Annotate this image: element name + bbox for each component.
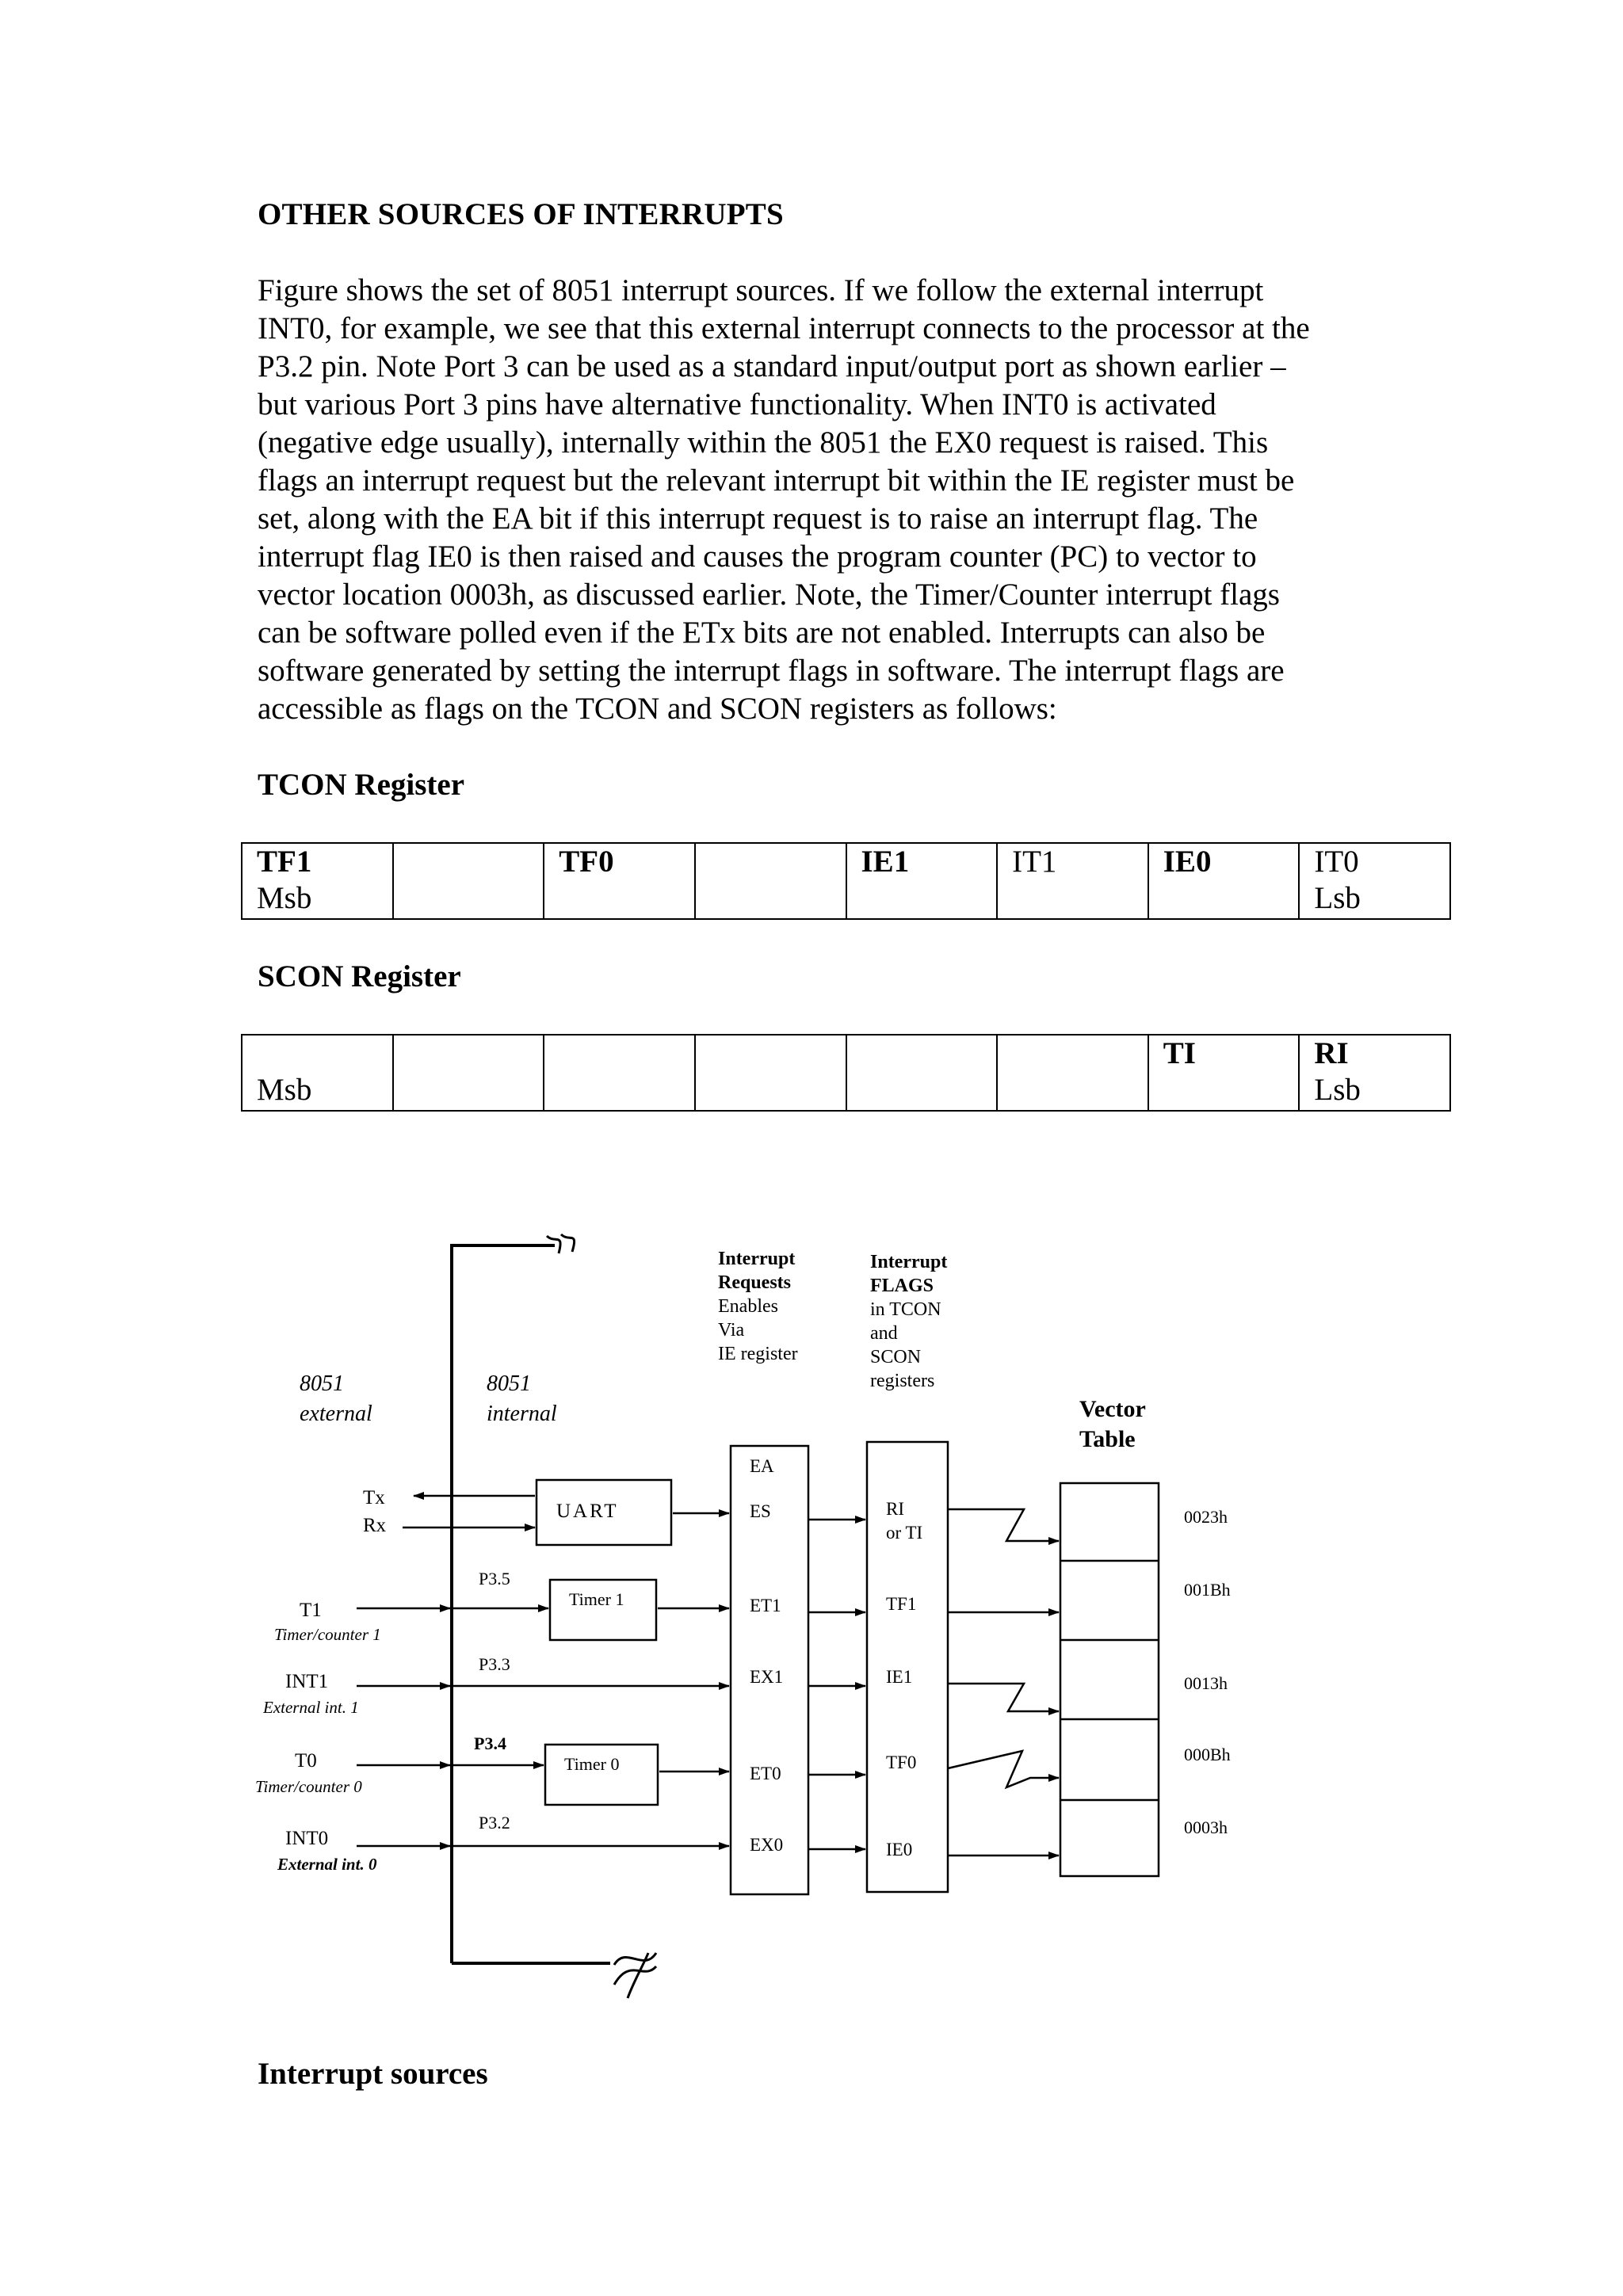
vector-header-1: Vector bbox=[1079, 1396, 1146, 1422]
paragraph-line: set, along with the EA bit if this interrupt request is to raise an interrupt flag. The bbox=[258, 502, 1258, 536]
paragraph-line: but various Port 3 pins have alternative functionality. When INT0 is activated bbox=[258, 387, 1216, 421]
tcon-bit-name: IT1 bbox=[1012, 845, 1057, 879]
enable-ex1: EX1 bbox=[750, 1667, 784, 1687]
flag-ie1: IE1 bbox=[886, 1667, 913, 1687]
paragraph-line: Figure shows the set of 8051 interrupt sources. If we follow the external interrupt bbox=[258, 273, 1264, 307]
vector-0013h: 0013h bbox=[1184, 1673, 1228, 1693]
pin-rx: Rx bbox=[363, 1515, 387, 1536]
requests-header-3: Enables bbox=[718, 1296, 778, 1317]
vector-0023h: 0023h bbox=[1184, 1507, 1228, 1527]
port-p32: P3.2 bbox=[479, 1813, 510, 1833]
flags-header-6: registers bbox=[870, 1371, 935, 1391]
port-p33: P3.3 bbox=[479, 1654, 510, 1674]
timer0-block: Timer 0 bbox=[564, 1754, 620, 1774]
figure-caption: Interrupt sources bbox=[258, 2057, 488, 2091]
uart-block: UART bbox=[556, 1501, 619, 1522]
flag-to-vector-lines bbox=[948, 1509, 1059, 1855]
pin-t1-sub: Timer/counter 1 bbox=[274, 1625, 381, 1644]
port-p34: P3.4 bbox=[474, 1733, 506, 1753]
paragraph-line: can be software polled even if the ETx bits are not enabled. Interrupts can also be bbox=[258, 616, 1266, 650]
port-p35: P3.5 bbox=[479, 1569, 510, 1589]
vector-000bh: 000Bh bbox=[1184, 1745, 1231, 1764]
paragraph-line: interrupt flag IE0 is then raised and causes the program counter (PC) to vector to bbox=[258, 540, 1257, 574]
scon-bit-name: RI bbox=[1314, 1036, 1349, 1070]
flags-header-4: and bbox=[870, 1323, 898, 1344]
tcon-bit-position: Lsb bbox=[1314, 881, 1361, 915]
paragraph-line: INT0, for example, we see that this external interrupt connects to the processor at the bbox=[258, 311, 1310, 345]
requests-header-4: Via bbox=[718, 1320, 745, 1341]
flag-tf1: TF1 bbox=[886, 1594, 917, 1614]
paragraph-line: vector location 0003h, as discussed earlier. Note, the Timer/Counter interrupt flags bbox=[258, 578, 1280, 612]
scon-heading: SCON Register bbox=[258, 959, 461, 994]
enable-es: ES bbox=[750, 1501, 771, 1521]
flags-header-5: SCON bbox=[870, 1347, 922, 1367]
paragraph-line: P3.2 pin. Note Port 3 can be used as a standard input/output port as shown earlier – bbox=[258, 349, 1286, 383]
vector-header-2: Table bbox=[1079, 1426, 1136, 1452]
requests-header-1: Interrupt bbox=[718, 1249, 796, 1269]
page-title: OTHER SOURCES OF INTERRUPTS bbox=[258, 197, 784, 231]
tcon-bit-name: IE0 bbox=[1163, 845, 1212, 879]
pin-int1-sub: External int. 1 bbox=[263, 1698, 359, 1717]
flags-header bbox=[870, 1252, 947, 1391]
flags-header-2: FLAGS bbox=[870, 1276, 934, 1296]
tcon-bit-name: IE1 bbox=[861, 845, 910, 879]
external-label-1: 8051 bbox=[300, 1371, 344, 1396]
flags-header-3: in TCON bbox=[870, 1299, 941, 1320]
internal-label-1: 8051 bbox=[487, 1371, 531, 1396]
enable-et0: ET0 bbox=[750, 1764, 781, 1783]
requests-header bbox=[718, 1249, 798, 1364]
pin-int1: INT1 bbox=[285, 1671, 329, 1692]
internal-label-2: internal bbox=[487, 1402, 557, 1426]
pin-t1: T1 bbox=[300, 1600, 322, 1621]
pin-t0-sub: Timer/counter 0 bbox=[255, 1777, 362, 1796]
paragraph-line: (negative edge usually), internally within the 8051 the EX0 request is raised. This bbox=[258, 425, 1269, 460]
tcon-bit-name: TF1 bbox=[257, 845, 312, 879]
paragraph-line: accessible as flags on the TCON and SCON registers as follows: bbox=[258, 692, 1057, 726]
pin-int0: INT0 bbox=[285, 1828, 329, 1849]
vector-table bbox=[1060, 1483, 1159, 1876]
tcon-bit-name: IT0 bbox=[1314, 845, 1359, 879]
flags-header-1: Interrupt bbox=[870, 1252, 948, 1272]
enable-to-flag-lines bbox=[808, 1520, 865, 1849]
side-labels bbox=[300, 1371, 557, 1426]
enable-et1: ET1 bbox=[750, 1596, 781, 1615]
vector-header bbox=[1079, 1396, 1146, 1452]
scon-bit-name: TI bbox=[1163, 1036, 1196, 1070]
vector-001bh: 001Bh bbox=[1184, 1580, 1231, 1600]
flag-tf0: TF0 bbox=[886, 1753, 917, 1772]
tcon-heading: TCON Register bbox=[258, 768, 465, 802]
scon-bit-position: Msb bbox=[257, 1073, 312, 1107]
tcon-bit-position: Msb bbox=[257, 881, 312, 915]
timer1-block: Timer 1 bbox=[569, 1589, 624, 1609]
scon-bit-position: Lsb bbox=[1314, 1073, 1361, 1107]
vector-0003h: 0003h bbox=[1184, 1817, 1228, 1837]
pin-tx: Tx bbox=[363, 1487, 385, 1508]
vector-addresses bbox=[1184, 1507, 1231, 1837]
enable-ex0: EX0 bbox=[750, 1835, 784, 1855]
enable-ea: EA bbox=[750, 1456, 774, 1476]
requests-header-5: IE register bbox=[718, 1344, 798, 1364]
tcon-bit-name: TF0 bbox=[559, 845, 614, 879]
paragraph-line: flags an interrupt request but the relevant interrupt bit within the IE register must be bbox=[258, 463, 1295, 498]
flag-or-ti: or TI bbox=[886, 1523, 923, 1543]
flag-ri: RI bbox=[886, 1499, 904, 1519]
external-label-2: external bbox=[300, 1402, 372, 1426]
pin-int0-sub: External int. 0 bbox=[277, 1855, 377, 1874]
flag-ie0: IE0 bbox=[886, 1840, 913, 1859]
requests-header-2: Requests bbox=[718, 1272, 792, 1293]
pin-t0: T0 bbox=[295, 1750, 317, 1772]
pin-labels bbox=[255, 1487, 387, 1874]
paragraph-line: software generated by setting the interrupt flags in software. The interrupt flags are bbox=[258, 654, 1285, 688]
